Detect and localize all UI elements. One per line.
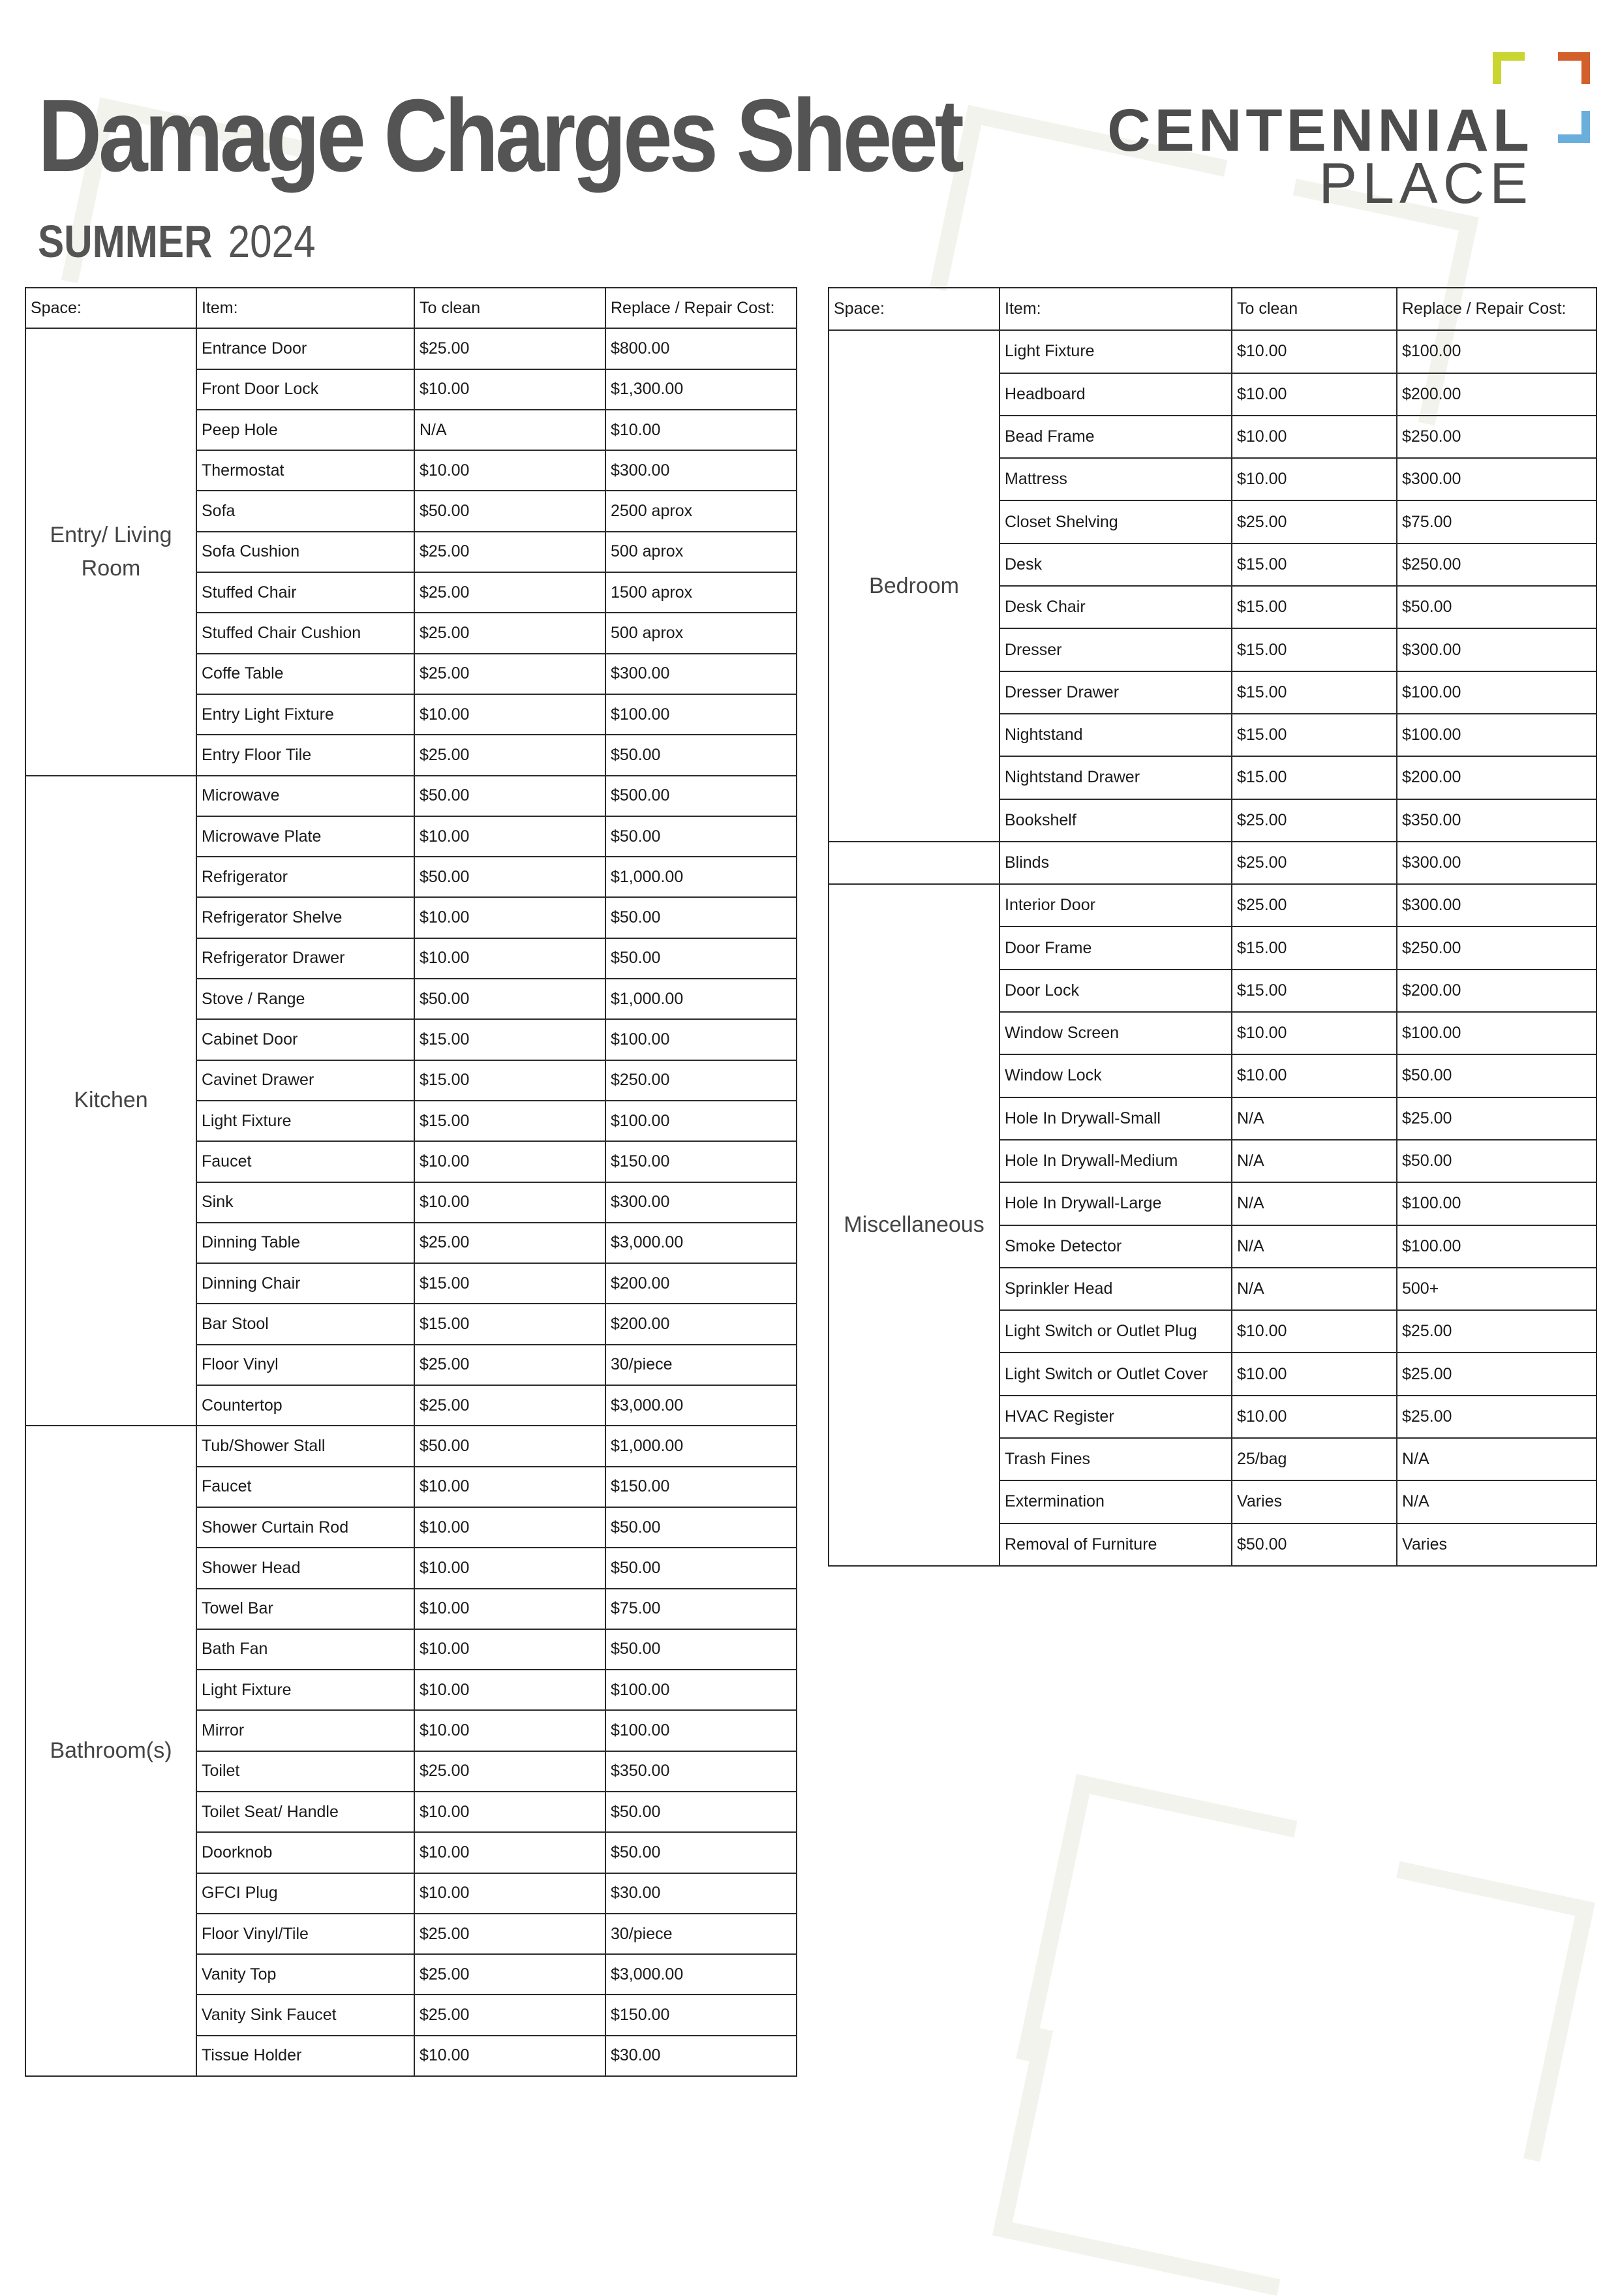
item-cell: Shower Curtain Rod — [196, 1507, 414, 1548]
clean-cost-cell: $50.00 — [414, 491, 605, 531]
item-cell: Towel Bar — [196, 1589, 414, 1629]
item-cell: Blinds — [1000, 842, 1232, 884]
centennial-place-logo — [1107, 46, 1605, 215]
replace-cost-cell: $1,000.00 — [605, 1426, 797, 1466]
header-replace-cost: Replace / Repair Cost: — [1397, 288, 1596, 330]
replace-cost-cell: $50.00 — [1397, 586, 1596, 628]
replace-cost-cell: $3,000.00 — [605, 1385, 797, 1426]
space-cell: Kitchen — [25, 776, 196, 1426]
clean-cost-cell: N/A — [414, 410, 605, 450]
logo-word-1: CENTENNIAL — [1107, 97, 1533, 164]
clean-cost-cell: $15.00 — [1232, 714, 1397, 756]
replace-cost-cell: $250.00 — [1397, 926, 1596, 969]
item-cell: Refrigerator — [196, 857, 414, 897]
item-cell: GFCI Plug — [196, 1873, 414, 1914]
item-cell: Toilet — [196, 1751, 414, 1792]
replace-cost-cell: $1,300.00 — [605, 369, 797, 410]
replace-cost-cell: $200.00 — [1397, 373, 1596, 416]
item-cell: Vanity Sink Faucet — [196, 1995, 414, 2035]
clean-cost-cell: $15.00 — [414, 1263, 605, 1304]
clean-cost-cell: $10.00 — [1232, 373, 1397, 416]
item-cell: Sofa — [196, 491, 414, 531]
item-cell: Trash Fines — [1000, 1438, 1232, 1480]
replace-cost-cell: $200.00 — [605, 1304, 797, 1344]
item-cell: Countertop — [196, 1385, 414, 1426]
clean-cost-cell: $50.00 — [414, 776, 605, 816]
item-cell: Stuffed Chair Cushion — [196, 613, 414, 653]
clean-cost-cell: $10.00 — [1232, 416, 1397, 458]
item-cell: Toilet Seat/ Handle — [196, 1792, 414, 1832]
replace-cost-cell: $300.00 — [1397, 842, 1596, 884]
replace-cost-cell: 2500 aprox — [605, 491, 797, 531]
table-row — [25, 328, 797, 369]
item-cell: Door Lock — [1000, 970, 1232, 1012]
season-year: 2024 — [228, 216, 316, 267]
item-cell: Entry Floor Tile — [196, 735, 414, 775]
clean-cost-cell: $25.00 — [1232, 500, 1397, 543]
replace-cost-cell: $30.00 — [605, 1873, 797, 1914]
clean-cost-cell: N/A — [1232, 1268, 1397, 1310]
clean-cost-cell: $10.00 — [414, 1832, 605, 1873]
item-cell: Mattress — [1000, 458, 1232, 500]
clean-cost-cell: $10.00 — [1232, 1353, 1397, 1395]
replace-cost-cell: $250.00 — [1397, 416, 1596, 458]
clean-cost-cell: $50.00 — [414, 857, 605, 897]
item-cell: Microwave — [196, 776, 414, 816]
header-to-clean: To clean — [1232, 288, 1397, 330]
item-cell: Sink — [196, 1182, 414, 1223]
clean-cost-cell: $25.00 — [414, 1345, 605, 1385]
space-cell: Bedroom — [829, 330, 1000, 842]
replace-cost-cell: $200.00 — [1397, 756, 1596, 799]
replace-cost-cell: $350.00 — [1397, 799, 1596, 842]
header-replace-cost: Replace / Repair Cost: — [605, 288, 797, 328]
table-row — [25, 1426, 797, 1466]
logo-bracket-blue — [1558, 111, 1590, 143]
clean-cost-cell: $10.00 — [414, 450, 605, 491]
item-cell: Dinning Table — [196, 1223, 414, 1263]
replace-cost-cell: $100.00 — [605, 1101, 797, 1141]
item-cell: Nightstand — [1000, 714, 1232, 756]
item-cell: Nightstand Drawer — [1000, 756, 1232, 799]
clean-cost-cell: $25.00 — [414, 1954, 605, 1995]
clean-cost-cell: $25.00 — [1232, 884, 1397, 926]
replace-cost-cell: $25.00 — [1397, 1353, 1596, 1395]
clean-cost-cell: $15.00 — [414, 1019, 605, 1060]
clean-cost-cell: $25.00 — [414, 1914, 605, 1954]
table-row — [25, 776, 797, 816]
replace-cost-cell: $50.00 — [605, 1792, 797, 1832]
replace-cost-cell: $100.00 — [1397, 1182, 1596, 1225]
item-cell: Tub/Shower Stall — [196, 1426, 414, 1466]
item-cell: Hole In Drywall-Small — [1000, 1097, 1232, 1140]
replace-cost-cell: 500 aprox — [605, 613, 797, 653]
item-cell: Stuffed Chair — [196, 572, 414, 613]
replace-cost-cell: $100.00 — [1397, 671, 1596, 714]
clean-cost-cell: $25.00 — [414, 1995, 605, 2035]
clean-cost-cell: $15.00 — [414, 1304, 605, 1344]
replace-cost-cell: N/A — [1397, 1480, 1596, 1523]
clean-cost-cell: 25/bag — [1232, 1438, 1397, 1480]
header-space: Space: — [25, 288, 196, 328]
item-cell: Cabinet Door — [196, 1019, 414, 1060]
clean-cost-cell: $15.00 — [1232, 756, 1397, 799]
replace-cost-cell: $100.00 — [605, 1710, 797, 1751]
clean-cost-cell: $25.00 — [414, 1385, 605, 1426]
clean-cost-cell: $10.00 — [414, 369, 605, 410]
clean-cost-cell: N/A — [1232, 1225, 1397, 1268]
clean-cost-cell: N/A — [1232, 1182, 1397, 1225]
item-cell: Headboard — [1000, 373, 1232, 416]
space-cell: Miscellaneous — [829, 884, 1000, 1566]
replace-cost-cell: $50.00 — [605, 897, 797, 938]
item-cell: Vanity Top — [196, 1954, 414, 1995]
replace-cost-cell: $100.00 — [1397, 330, 1596, 373]
clean-cost-cell: $50.00 — [414, 979, 605, 1019]
replace-cost-cell: $10.00 — [605, 410, 797, 450]
replace-cost-cell: $250.00 — [605, 1060, 797, 1101]
replace-cost-cell: 500 aprox — [605, 532, 797, 572]
clean-cost-cell: $10.00 — [414, 1467, 605, 1507]
clean-cost-cell: $10.00 — [414, 1629, 605, 1670]
item-cell: Coffe Table — [196, 654, 414, 694]
item-cell: Thermostat — [196, 450, 414, 491]
clean-cost-cell: $10.00 — [414, 1670, 605, 1710]
replace-cost-cell: $50.00 — [605, 1832, 797, 1873]
clean-cost-cell: $10.00 — [414, 1710, 605, 1751]
item-cell: Faucet — [196, 1467, 414, 1507]
replace-cost-cell: $50.00 — [605, 1507, 797, 1548]
clean-cost-cell: $15.00 — [1232, 543, 1397, 586]
header-item: Item: — [1000, 288, 1232, 330]
watermark-bracket — [1345, 1861, 1595, 2162]
table-header-row — [829, 288, 1596, 330]
item-cell: Entrance Door — [196, 328, 414, 369]
clean-cost-cell: $15.00 — [414, 1060, 605, 1101]
replace-cost-cell: 1500 aprox — [605, 572, 797, 613]
replace-cost-cell: $200.00 — [1397, 970, 1596, 1012]
replace-cost-cell: N/A — [1397, 1438, 1596, 1480]
clean-cost-cell: $10.00 — [414, 938, 605, 979]
item-cell: Light Switch or Outlet Cover — [1000, 1353, 1232, 1395]
replace-cost-cell: $30.00 — [605, 2036, 797, 2076]
clean-cost-cell: $15.00 — [1232, 586, 1397, 628]
replace-cost-cell: $100.00 — [1397, 714, 1596, 756]
damage-charges-table-left — [25, 287, 797, 2077]
item-cell: Doorknob — [196, 1832, 414, 1873]
item-cell: Stove / Range — [196, 979, 414, 1019]
item-cell: Dresser — [1000, 628, 1232, 671]
item-cell: Light Switch or Outlet Plug — [1000, 1310, 1232, 1353]
item-cell: Bookshelf — [1000, 799, 1232, 842]
replace-cost-cell: $100.00 — [605, 1019, 797, 1060]
table-row — [829, 842, 1596, 884]
clean-cost-cell: $25.00 — [414, 654, 605, 694]
watermark-bracket — [992, 2027, 1321, 2296]
clean-cost-cell: $25.00 — [1232, 799, 1397, 842]
clean-cost-cell: $25.00 — [414, 572, 605, 613]
space-cell: Bathroom(s) — [25, 1426, 196, 2076]
replace-cost-cell: $300.00 — [605, 450, 797, 491]
item-cell: Sprinkler Head — [1000, 1268, 1232, 1310]
clean-cost-cell: $50.00 — [414, 1426, 605, 1466]
clean-cost-cell: $10.00 — [1232, 1396, 1397, 1438]
item-cell: Door Frame — [1000, 926, 1232, 969]
clean-cost-cell: $10.00 — [1232, 1310, 1397, 1353]
clean-cost-cell: $10.00 — [414, 2036, 605, 2076]
item-cell: Bead Frame — [1000, 416, 1232, 458]
replace-cost-cell: $500.00 — [605, 776, 797, 816]
item-cell: Entry Light Fixture — [196, 694, 414, 735]
item-cell: Dresser Drawer — [1000, 671, 1232, 714]
replace-cost-cell: $50.00 — [605, 816, 797, 857]
clean-cost-cell: $10.00 — [414, 1182, 605, 1223]
replace-cost-cell: $350.00 — [605, 1751, 797, 1792]
clean-cost-cell: $50.00 — [1232, 1523, 1397, 1566]
clean-cost-cell: $15.00 — [1232, 970, 1397, 1012]
clean-cost-cell: $15.00 — [414, 1101, 605, 1141]
replace-cost-cell: $150.00 — [605, 1467, 797, 1507]
header-to-clean: To clean — [414, 288, 605, 328]
item-cell: Refrigerator Shelve — [196, 897, 414, 938]
damage-charges-table-right — [828, 287, 1597, 1567]
space-cell — [829, 842, 1000, 884]
replace-cost-cell: $200.00 — [605, 1263, 797, 1304]
replace-cost-cell: $3,000.00 — [605, 1223, 797, 1263]
item-cell: HVAC Register — [1000, 1396, 1232, 1438]
item-cell: Interior Door — [1000, 884, 1232, 926]
clean-cost-cell: $15.00 — [1232, 671, 1397, 714]
replace-cost-cell: $100.00 — [605, 694, 797, 735]
replace-cost-cell: 500+ — [1397, 1268, 1596, 1310]
page-title: Damage Charges Sheet — [38, 78, 961, 193]
table-header-row — [25, 288, 797, 328]
logo-bracket-orange — [1558, 52, 1590, 84]
header-item: Item: — [196, 288, 414, 328]
item-cell: Light Fixture — [196, 1670, 414, 1710]
replace-cost-cell: $300.00 — [1397, 628, 1596, 671]
clean-cost-cell: $15.00 — [1232, 628, 1397, 671]
item-cell: Peep Hole — [196, 410, 414, 450]
replace-cost-cell: $300.00 — [1397, 458, 1596, 500]
item-cell: Floor Vinyl/Tile — [196, 1914, 414, 1954]
clean-cost-cell: $10.00 — [1232, 330, 1397, 373]
replace-cost-cell: 30/piece — [605, 1345, 797, 1385]
replace-cost-cell: $50.00 — [605, 735, 797, 775]
item-cell: Removal of Furniture — [1000, 1523, 1232, 1566]
clean-cost-cell: $25.00 — [414, 1223, 605, 1263]
clean-cost-cell: $10.00 — [414, 816, 605, 857]
table-row — [829, 884, 1596, 926]
item-cell: Closet Shelving — [1000, 500, 1232, 543]
clean-cost-cell: $25.00 — [414, 613, 605, 653]
item-cell: Window Lock — [1000, 1054, 1232, 1097]
replace-cost-cell: $50.00 — [605, 1629, 797, 1670]
item-cell: Refrigerator Drawer — [196, 938, 414, 979]
header-space: Space: — [829, 288, 1000, 330]
replace-cost-cell: $250.00 — [1397, 543, 1596, 586]
item-cell: Mirror — [196, 1710, 414, 1751]
clean-cost-cell: N/A — [1232, 1140, 1397, 1182]
season-term: SUMMER — [38, 216, 213, 267]
item-cell: Microwave Plate — [196, 816, 414, 857]
logo-bracket-yellow — [1493, 52, 1525, 84]
logo-word-2: PLACE — [1319, 151, 1533, 215]
item-cell: Floor Vinyl — [196, 1345, 414, 1385]
replace-cost-cell: $25.00 — [1397, 1396, 1596, 1438]
item-cell: Hole In Drywall-Medium — [1000, 1140, 1232, 1182]
replace-cost-cell: $50.00 — [1397, 1054, 1596, 1097]
clean-cost-cell: $10.00 — [414, 1548, 605, 1588]
replace-cost-cell: $300.00 — [1397, 884, 1596, 926]
replace-cost-cell: $150.00 — [605, 1141, 797, 1182]
item-cell: Window Screen — [1000, 1012, 1232, 1054]
item-cell: Bar Stool — [196, 1304, 414, 1344]
clean-cost-cell: Varies — [1232, 1480, 1397, 1523]
replace-cost-cell: $3,000.00 — [605, 1954, 797, 1995]
clean-cost-cell: $10.00 — [1232, 458, 1397, 500]
item-cell: Extermination — [1000, 1480, 1232, 1523]
season-label — [38, 215, 316, 268]
item-cell: Cavinet Drawer — [196, 1060, 414, 1101]
clean-cost-cell: $10.00 — [414, 1792, 605, 1832]
item-cell: Front Door Lock — [196, 369, 414, 410]
clean-cost-cell: $25.00 — [414, 532, 605, 572]
replace-cost-cell: $75.00 — [605, 1589, 797, 1629]
clean-cost-cell: $10.00 — [414, 1589, 605, 1629]
item-cell: Sofa Cushion — [196, 532, 414, 572]
item-cell: Hole In Drywall-Large — [1000, 1182, 1232, 1225]
replace-cost-cell: $800.00 — [605, 328, 797, 369]
clean-cost-cell: $15.00 — [1232, 926, 1397, 969]
replace-cost-cell: 30/piece — [605, 1914, 797, 1954]
replace-cost-cell: $50.00 — [605, 938, 797, 979]
clean-cost-cell: $10.00 — [414, 1873, 605, 1914]
replace-cost-cell: $25.00 — [1397, 1310, 1596, 1353]
item-cell: Shower Head — [196, 1548, 414, 1588]
item-cell: Faucet — [196, 1141, 414, 1182]
table-row — [829, 330, 1596, 373]
item-cell: Light Fixture — [1000, 330, 1232, 373]
clean-cost-cell: $10.00 — [414, 1507, 605, 1548]
item-cell: Smoke Detector — [1000, 1225, 1232, 1268]
replace-cost-cell: $100.00 — [1397, 1225, 1596, 1268]
space-cell: Entry/ Living Room — [25, 328, 196, 775]
item-cell: Desk Chair — [1000, 586, 1232, 628]
replace-cost-cell: $100.00 — [605, 1670, 797, 1710]
replace-cost-cell: $1,000.00 — [605, 857, 797, 897]
clean-cost-cell: $10.00 — [414, 694, 605, 735]
replace-cost-cell: $50.00 — [605, 1548, 797, 1588]
clean-cost-cell: $25.00 — [414, 735, 605, 775]
item-cell: Dinning Chair — [196, 1263, 414, 1304]
clean-cost-cell: $25.00 — [414, 328, 605, 369]
replace-cost-cell: $100.00 — [1397, 1012, 1596, 1054]
replace-cost-cell: $1,000.00 — [605, 979, 797, 1019]
clean-cost-cell: $10.00 — [414, 897, 605, 938]
clean-cost-cell: $10.00 — [1232, 1012, 1397, 1054]
replace-cost-cell: $25.00 — [1397, 1097, 1596, 1140]
replace-cost-cell: $50.00 — [1397, 1140, 1596, 1182]
replace-cost-cell: $300.00 — [605, 654, 797, 694]
clean-cost-cell: N/A — [1232, 1097, 1397, 1140]
replace-cost-cell: $75.00 — [1397, 500, 1596, 543]
clean-cost-cell: $10.00 — [414, 1141, 605, 1182]
clean-cost-cell: $10.00 — [1232, 1054, 1397, 1097]
clean-cost-cell: $25.00 — [414, 1751, 605, 1792]
item-cell: Tissue Holder — [196, 2036, 414, 2076]
clean-cost-cell: $25.00 — [1232, 842, 1397, 884]
replace-cost-cell: $150.00 — [605, 1995, 797, 2035]
item-cell: Light Fixture — [196, 1101, 414, 1141]
replace-cost-cell: Varies — [1397, 1523, 1596, 1566]
item-cell: Bath Fan — [196, 1629, 414, 1670]
replace-cost-cell: $300.00 — [605, 1182, 797, 1223]
item-cell: Desk — [1000, 543, 1232, 586]
